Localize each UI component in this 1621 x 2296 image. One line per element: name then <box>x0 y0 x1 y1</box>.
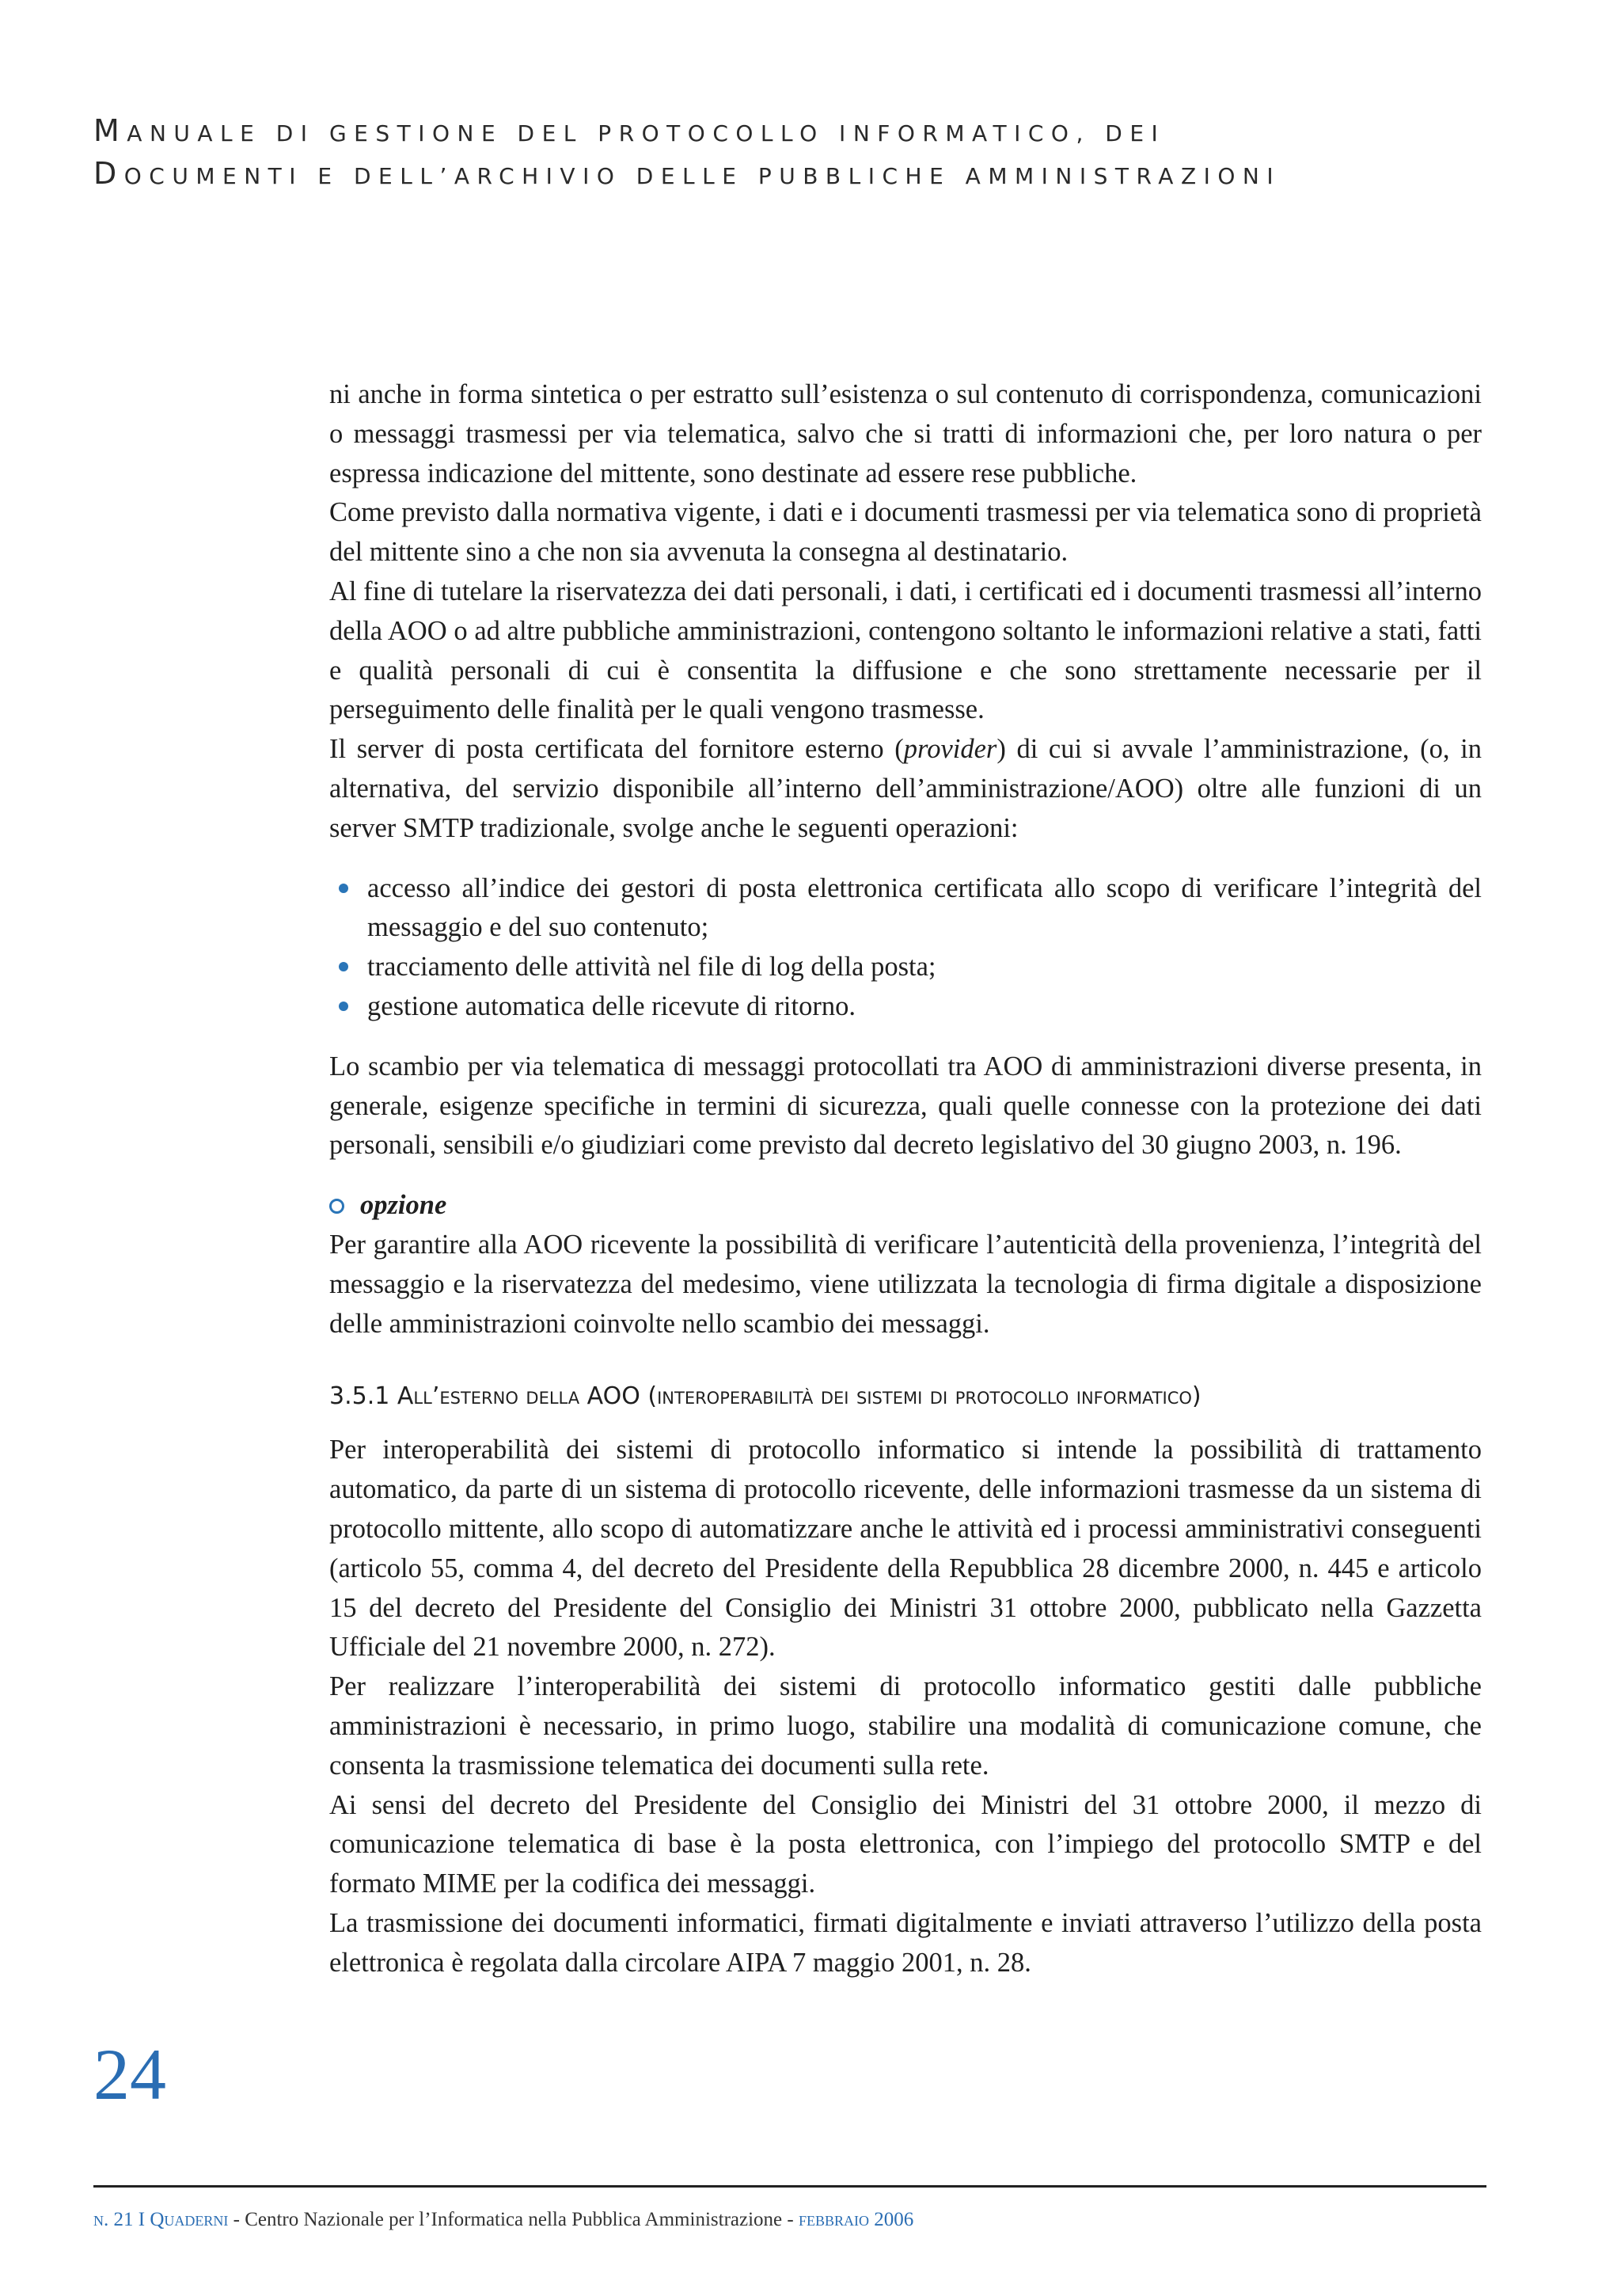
paragraph: Ai sensi del decreto del Presidente del Consiglio dei Ministri del 31 ottobre 2000, il mezzo di comunicazione telematica di base è la posta elettronica, con l’impiego del protocollo SMTP e del formato MIME per la codifica dei messaggi. <box>329 1789 1482 1899</box>
list-item-text: gestione automatica delle ricevute di ritorno. <box>367 990 856 1021</box>
footer-separator: I <box>133 2209 150 2230</box>
server-paragraph-start: Il server di posta certificata del fornitore esterno ( <box>329 734 904 765</box>
page-body <box>329 375 1482 1982</box>
footer-issue: n. 21 <box>93 2209 134 2230</box>
server-paragraph-end: ) di cui si avvale l’amministrazione, (o, in alternativa, del servizio disponibile all’interno dell’amministrazione/AOO) oltre alle funzioni di un server SMTP tradizionale, svolge anche le seguenti operazioni: <box>329 734 1482 843</box>
paragraph: Per realizzare l’interoperabilità dei sistemi di protocollo informatico gestiti dalle pubbliche amministrazioni è necessario, in primo luogo, stabilire una modalità di comunicazione comune, che consenta la trasmissione telematica dei documenti sulla rete. <box>329 1671 1482 1781</box>
section-heading <box>329 1378 1482 1415</box>
paragraph: La trasmissione dei documenti informatici, firmati digitalmente e inviati attraverso l’utilizzo della posta elettronica è regolata dalla circolare AIPA 7 maggio 2001, n. 28. <box>329 1907 1482 1978</box>
paragraph: Come previsto dalla normativa vigente, i dati e i documenti trasmessi per via telematica sono di proprietà del mittente sino a che non sia avvenuta la consegna al destinatario. <box>329 497 1482 568</box>
bullet-icon <box>339 962 348 971</box>
footer-divider <box>93 2185 1486 2188</box>
bullet-icon <box>339 884 348 893</box>
option-paragraph: Per garantire alla AOO ricevente la possibilità di verificare l’autenticità della provenienza, l’integrità del messaggio e la riservatezza del medesimo, viene utilizzata la tecnologia di firma digitale a disposizione delle amministrazioni coinvolte nello scambio dei messaggi. <box>329 1229 1482 1339</box>
option-label: opzione <box>360 1190 447 1221</box>
footer-series: Quaderni <box>150 2209 229 2230</box>
footer-publisher: Centro Nazionale per l’Informatica nella Pubblica Amministrazione <box>245 2209 783 2230</box>
paragraph: Al fine di tutelare la riservatezza dei dati personali, i dati, i certificati ed i documenti trasmessi all’interno della AOO o ad altre pubbliche amministrazioni, contengono soltanto le informazioni relative a stati, fatti e qualità personali di cui è consentita la diffusione e che sono strettamente necessarie per il perseguimento delle finalità per le quali vengono trasmesse. <box>329 576 1482 725</box>
section-number: 3.5.1 <box>329 1382 390 1411</box>
list-item-text: tracciamento delle attività nel file di log della posta; <box>367 952 936 983</box>
section-title: All’esterno della AOO (interoperabilità dei sistemi di protocollo informatico) <box>397 1382 1202 1411</box>
footer-dash: - <box>228 2209 245 2230</box>
page-number: 24 <box>93 2034 166 2115</box>
running-header-line-1: MANUALE DI GESTIONE DEL PROTOCOLLO INFORMATICO, DEI <box>93 113 1166 148</box>
paragraph: ni anche in forma sintetica o per estratto sull’esistenza o sul contenuto di corrispondenza, comunicazioni o messaggi trasmessi per via telematica, salvo che si tratti di informazioni che, per loro natura o per espressa indicazione del mittente, sono destinate ad essere rese pubbliche. <box>329 379 1482 488</box>
option-heading <box>329 1186 1482 1226</box>
list-item <box>367 869 1482 948</box>
option-circle-icon <box>329 1199 344 1214</box>
list-item <box>367 948 1482 987</box>
running-header <box>93 111 1534 196</box>
footer-date: febbraio 2006 <box>798 2209 914 2230</box>
paragraph: Per interoperabilità dei sistemi di protocollo informatico si intende la possibilità di trattamento automatico, da parte di un sistema di protocollo ricevente, delle informazioni trasmesse da un sistema di protocollo mittente, allo scopo di automatizzare anche le attività ed i processi amministrativi conseguenti (articolo 55, comma 4, del decreto del Presidente della Repubblica 28 dicembre 2000, n. 445 e articolo 15 del decreto del Presidente del Consiglio dei Ministri 31 ottobre 2000, pubblicato nella Gazzetta Ufficiale del 21 novembre 2000, n. 272). <box>329 1435 1482 1663</box>
exchange-paragraph: Lo scambio per via telematica di messaggi protocollati tra AOO di amministrazioni diverse presenta, in generale, esigenze specifiche in termini di sicurezza, quali quelle connesse con la protezione dei dati personali, sensibili e/o giudiziari come previsto dal decreto legislativo del 30 giugno 2003, n. 196. <box>329 1051 1482 1161</box>
list-item-text: accesso all’indice dei gestori di posta elettronica certificata allo scopo di verificare l’integrità del messaggio e del suo contenuto; <box>367 872 1482 943</box>
footer-dash: - <box>782 2209 799 2230</box>
bullet-icon <box>339 1002 348 1011</box>
footer <box>93 2207 913 2233</box>
list-item <box>367 987 1482 1027</box>
operations-list <box>329 869 1482 1027</box>
running-header-line-2: DOCUMENTI E DELL’ARCHIVIO DELLE PUBBLICHE AMMINISTRAZIONI <box>93 156 1281 191</box>
provider-term: provider <box>903 734 997 765</box>
server-paragraph <box>329 730 1482 848</box>
